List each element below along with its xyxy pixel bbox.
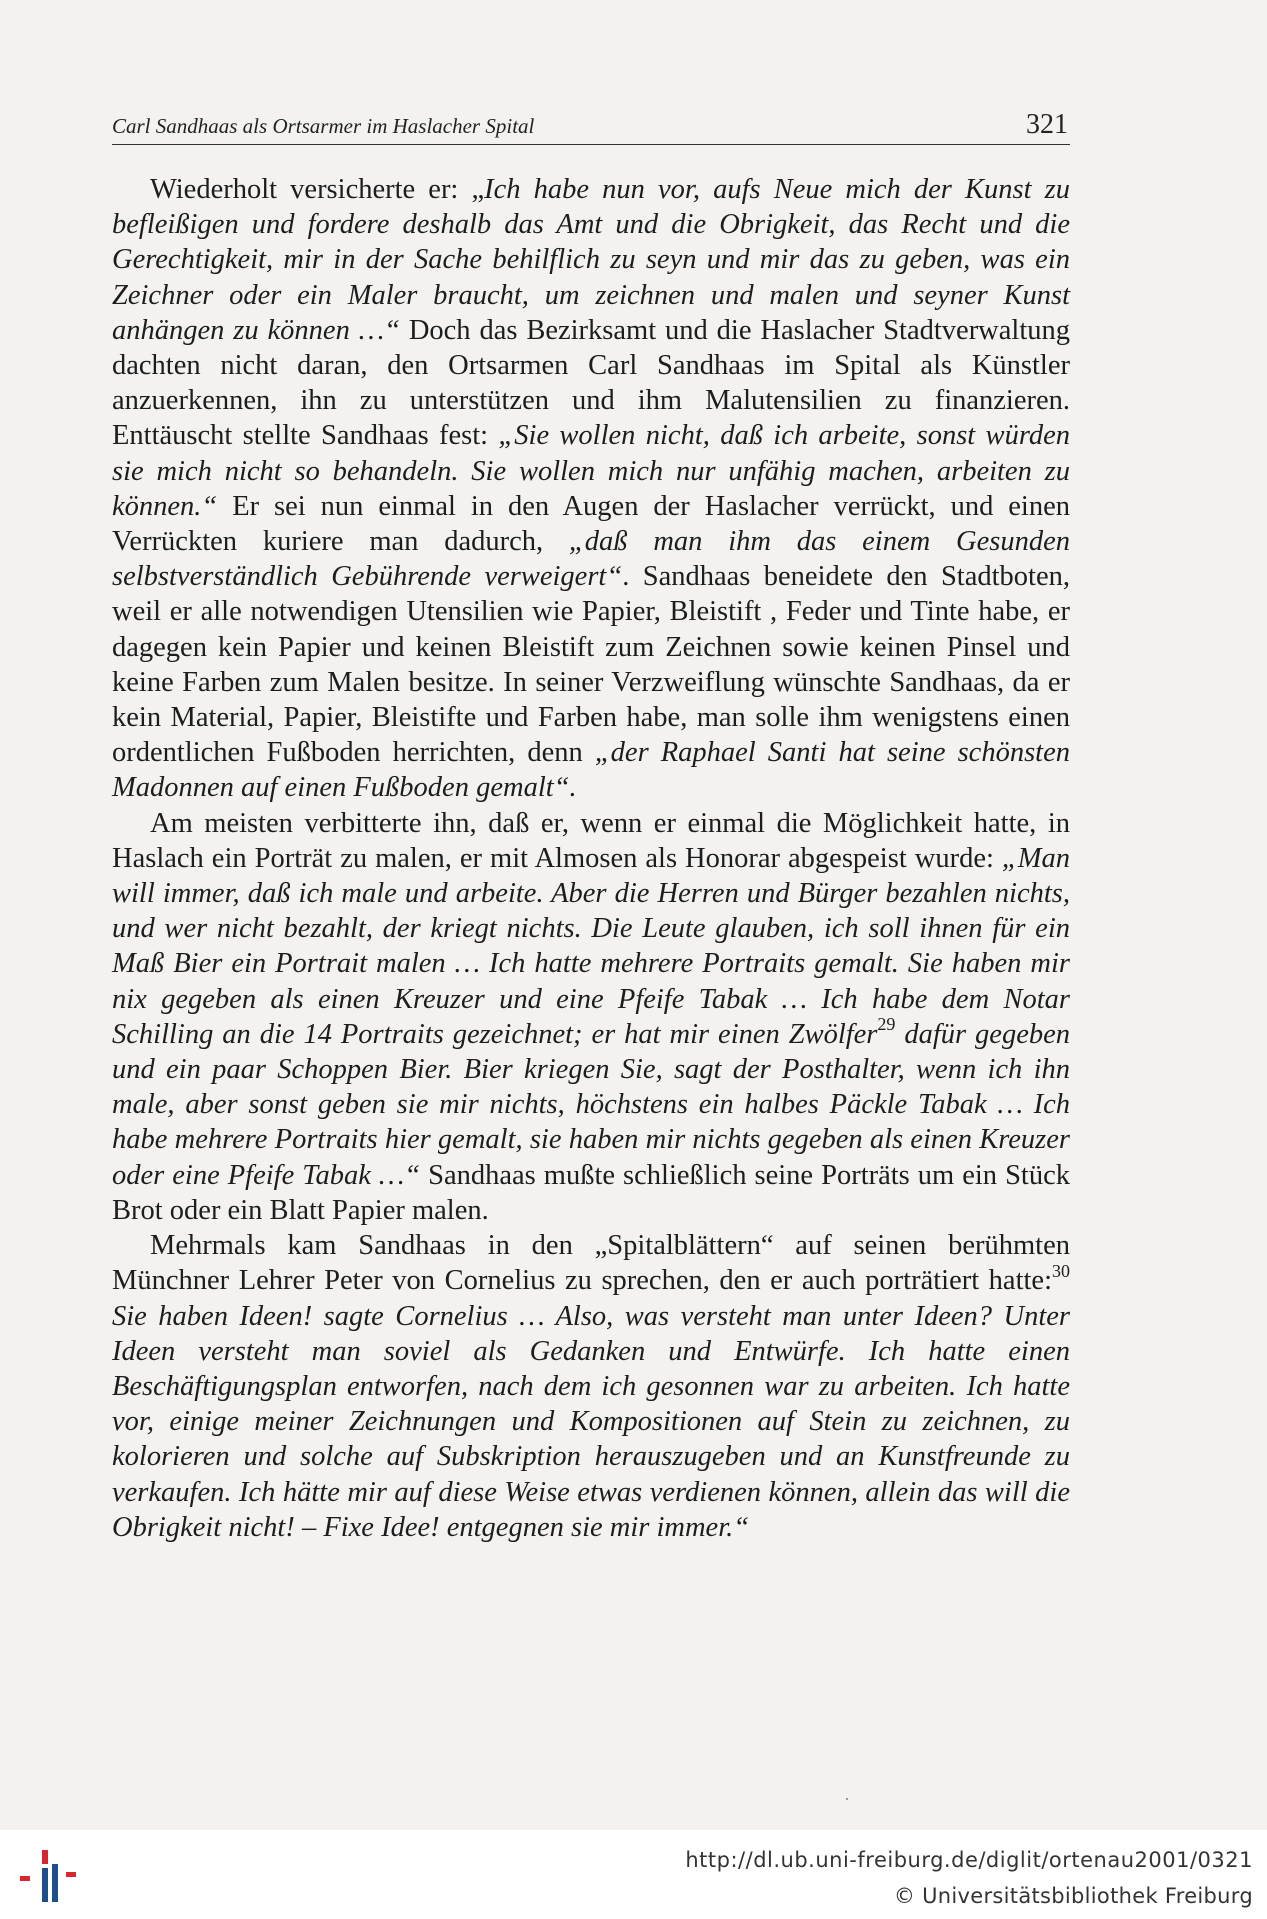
- quote-text: „Man will immer, daß ich male und arbeite. Aber die Herren und Bürger bezahlen nichts, und wer nicht bezahlt, der kriegt nichts. Die Leute glauben, ich soll ihnen für ein Maß Bier ein Portrait malen … Ich hatte mehrere Portraits gemalt. Sie haben mir nix gegeben als einen Kreuzer und eine Pfeife Tabak … Ich habe dem Notar Schilling an die 14 Portraits gezeichnet; er hat mir einen Zwölfer: [112, 842, 1070, 1050]
- viewer-footer: [0, 1830, 1267, 1919]
- quote-text: „der Raphael Santi hat seine schönsten Madonnen auf einen Fußboden gemalt“.: [112, 737, 1070, 804]
- scan-speck: [846, 1798, 848, 1800]
- text-run: Er sei nun einmal in den Augen der Haslacher verrückt, und einen Verrückten kuriere man dadurch,: [112, 490, 1070, 558]
- footnote-ref: 29: [877, 1014, 896, 1035]
- page-number: 321: [1026, 109, 1068, 140]
- text-run: Sandhaas mußte schließlich seine Porträts um ein Stück Brot oder ein Blatt Papier malen.: [112, 1159, 1070, 1226]
- text-run: Mehrmals kam Sandhaas in den „Spitalblättern“ auf seinen berühmten Münchner Lehrer Peter von Cornelius zu sprechen, den er auch porträtiert hatte:: [112, 1230, 1070, 1297]
- text-run: Am meisten verbitterte ihn, daß er, wenn er einmal die Möglichkeit hatte, in Haslach ein Porträt zu malen, er mit Almosen als Honorar abgespeist wurde:: [112, 807, 1070, 874]
- body-text: [112, 172, 1070, 1545]
- running-header: [112, 104, 1070, 145]
- ub-freiburg-logo-icon[interactable]: [18, 1844, 80, 1906]
- quote-text: Sie haben Ideen! sagte Cornelius … Also, was versteht man unter Ideen? Unter Ideen versteht man soviel als Gedanken und Entwürfe. Ich hatte einen Beschäftigungsplan entworfen, nach dem ich gesonnen war zu arbeiten. Ich hatte vor, einige meiner Zeichnungen und Kompositionen auf Stein zu zeichnen, zu kolorieren und solche auf Subskription herauszugeben und an Kunstfreunde zu verkaufen. Ich hätte mir auf diese Weise etwas verdienen können, allein das will die Obrigkeit nicht! – Fixe Idee! entgegnen sie mir immer.“: [112, 1300, 1070, 1543]
- quote-text: „Sie wollen nicht, daß ich arbeite, sonst würden sie mich nicht so behandeln. Sie wollen mich nur unfähig machen, arbeiten zu können.“: [112, 420, 1070, 522]
- quote-text: „daß man ihm das einem Gesunden selbstverständlich Gebührende verweigert“: [112, 526, 1070, 593]
- text-run: Doch das Bezirksamt und die Haslacher Stadtverwaltung dachten nicht daran, den Ortsarmen Carl Sandhaas im Spital als Künstler anzuerkennen, ihn zu unterstützen und ihm Malutensilien zu finanzieren. Enttäuscht stellte Sandhaas fest:: [112, 314, 1070, 452]
- footnote-ref: 30: [1052, 1260, 1070, 1281]
- paragraph: [112, 806, 1070, 1228]
- paragraph: [112, 172, 1070, 806]
- running-title: Carl Sandhaas als Ortsarmer im Haslacher Spital: [112, 114, 535, 138]
- quote-text: Ich habe nun vor, aufs Neue mich der Kunst zu befleißigen und fordere deshalb das Amt und die Obrigkeit, das Recht und die Gerechtigkeit, mir in der Sache behilflich zu seyn und mir das zu geben, was ein Zeichner oder ein Maler braucht, um zeichnen und malen und seyner Kunst anhängen zu können …“: [112, 174, 1070, 346]
- text-run: . Sandhaas beneidete den Stadtboten, weil er alle notwendigen Utensilien wie Papier, Bleistift , Feder und Tinte habe, er dagegen kein Papier und keinen Bleistift zum Zeichnen sowie keinen Pinsel und keine Farben zum Malen besitze. In seiner Verzweiflung wünschte Sandhaas, da er kein Material, Papier, Bleistifte und Farben habe, man solle ihm wenigstens einen ordentlichen Fußboden herrichten, denn: [112, 561, 1070, 769]
- copyright-notice: © Universitätsbibliothek Freiburg: [893, 1884, 1253, 1908]
- quote-text: dafür gegeben und ein paar Schoppen Bier. Bier kriegen Sie, sagt der Posthalter, wenn ich ihn male, aber sonst geben sie mir nichts, höchstens ein halbes Päckle Tabak … Ich habe mehrere Portraits hier gemalt, sie haben mir nichts gegeben als einen Kreuzer oder eine Pfeife Tabak …“: [112, 1018, 1070, 1191]
- text-run: Wiederholt versicherte er: „: [150, 174, 485, 205]
- permalink-url[interactable]: http://dl.ub.uni-freiburg.de/diglit/ortenau2001/0321: [685, 1848, 1253, 1872]
- paragraph: [112, 1228, 1070, 1545]
